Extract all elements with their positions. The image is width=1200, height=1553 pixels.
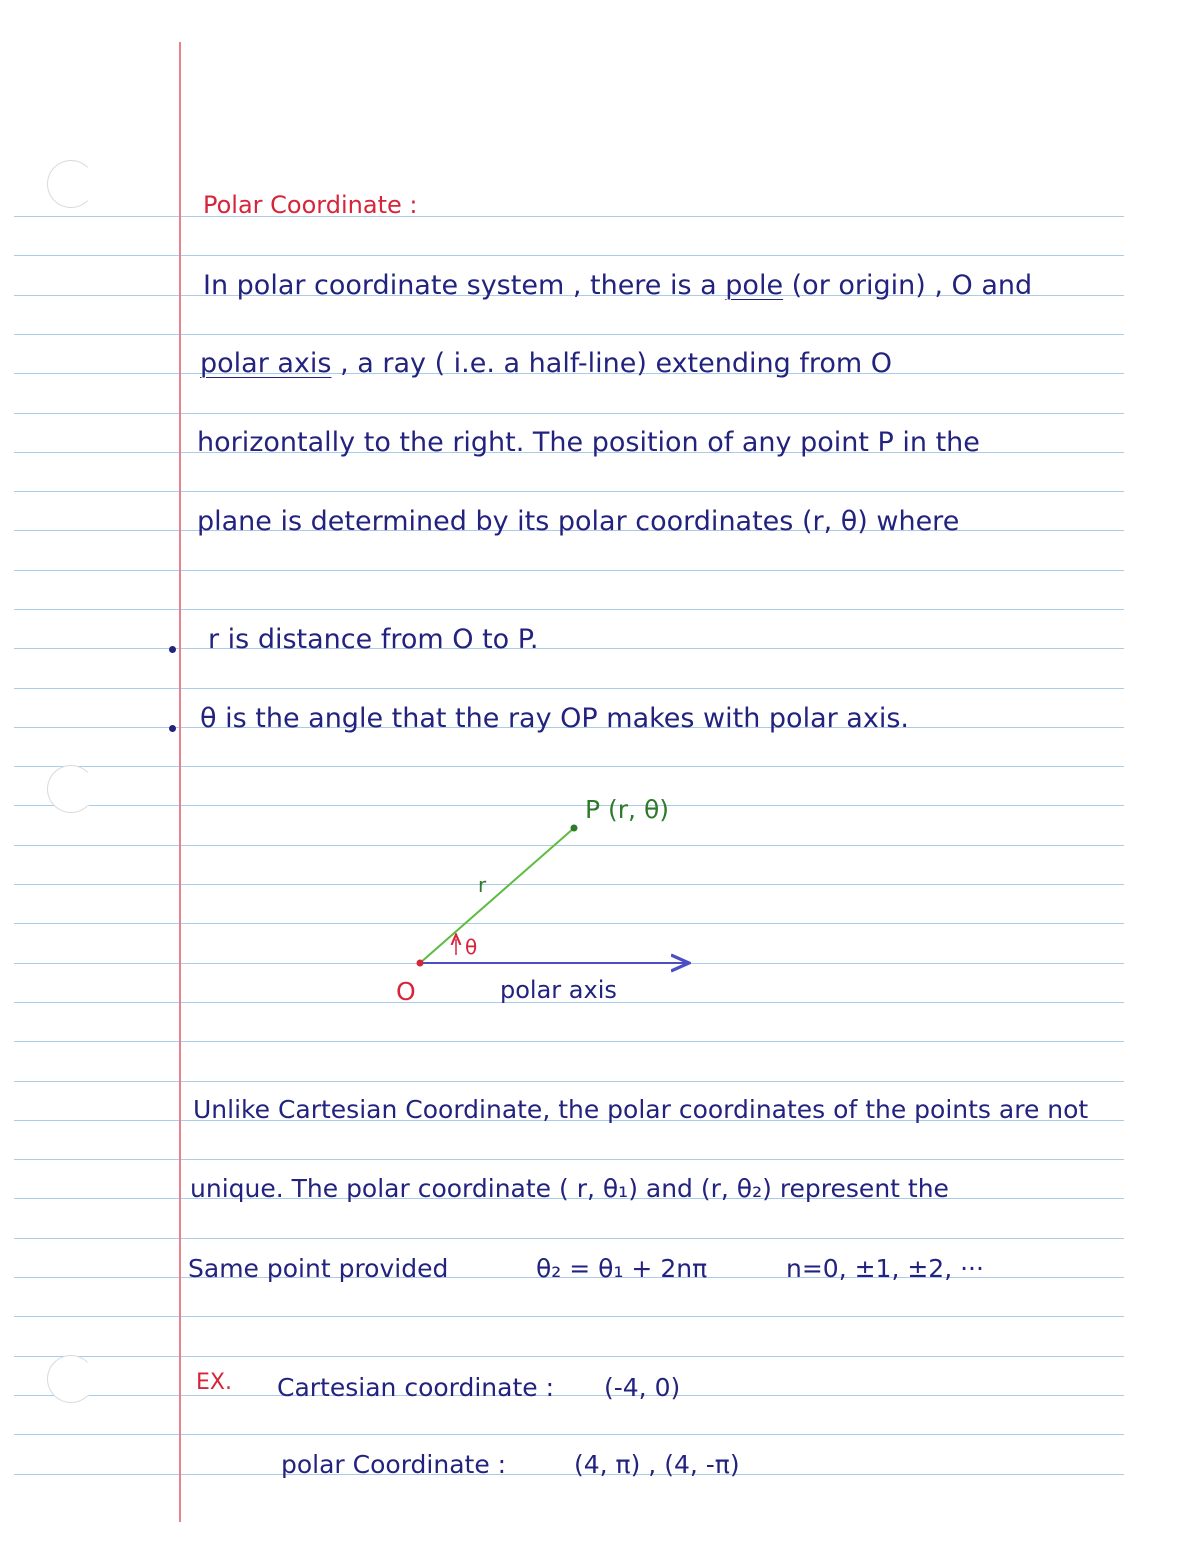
paragraph-line-2-end: , a ray ( i.e. a half-line) extending from O xyxy=(331,348,893,379)
polar-coordinate-label: polar Coordinate : xyxy=(281,1450,507,1479)
example-label: EX. xyxy=(196,1370,232,1395)
paragraph-line-1-start: In polar coordinate system , there is a xyxy=(203,270,726,301)
point-p-label: P (r, θ) xyxy=(585,795,669,824)
cartesian-coordinate-value: (-4, 0) xyxy=(604,1373,681,1402)
origin-point-icon xyxy=(417,960,424,967)
note-line-2: unique. The polar coordinate ( r, θ₁) and (r, θ₂) represent the xyxy=(190,1174,949,1203)
angle-label: θ xyxy=(465,935,478,959)
bullet-item-angle: θ is the angle that the ray OP makes with polar axis. xyxy=(200,703,909,734)
origin-label: O xyxy=(396,977,416,1006)
note-line-3-text: Same point provided xyxy=(188,1254,449,1283)
polar-axis-label: polar axis xyxy=(500,976,617,1004)
paragraph-line-4: plane is determined by its polar coordinates (r, θ) where xyxy=(197,506,960,537)
note-line-1: Unlike Cartesian Coordinate, the polar coordinates of the points are not xyxy=(193,1095,1089,1124)
page-title: Polar Coordinate : xyxy=(203,191,418,219)
polar-axis-term: polar axis xyxy=(200,348,332,379)
r-label: r xyxy=(478,873,487,897)
note-line-3-n-values: n=0, ±1, ±2, ··· xyxy=(786,1254,984,1283)
bullet-item-distance: r is distance from O to P. xyxy=(208,624,539,655)
point-p-icon xyxy=(571,825,578,832)
ray-op xyxy=(420,828,574,963)
paragraph-line-1-end: (or origin) , O and xyxy=(783,270,1033,301)
pole-term: pole xyxy=(725,270,784,301)
polar-coordinate-value: (4, π) , (4, -π) xyxy=(574,1450,740,1479)
note-line-3-formula: θ₂ = θ₁ + 2nπ xyxy=(536,1254,708,1283)
paragraph-line-3: horizontally to the right. The position of any point P in the xyxy=(197,427,980,458)
cartesian-coordinate-label: Cartesian coordinate : xyxy=(277,1373,555,1402)
